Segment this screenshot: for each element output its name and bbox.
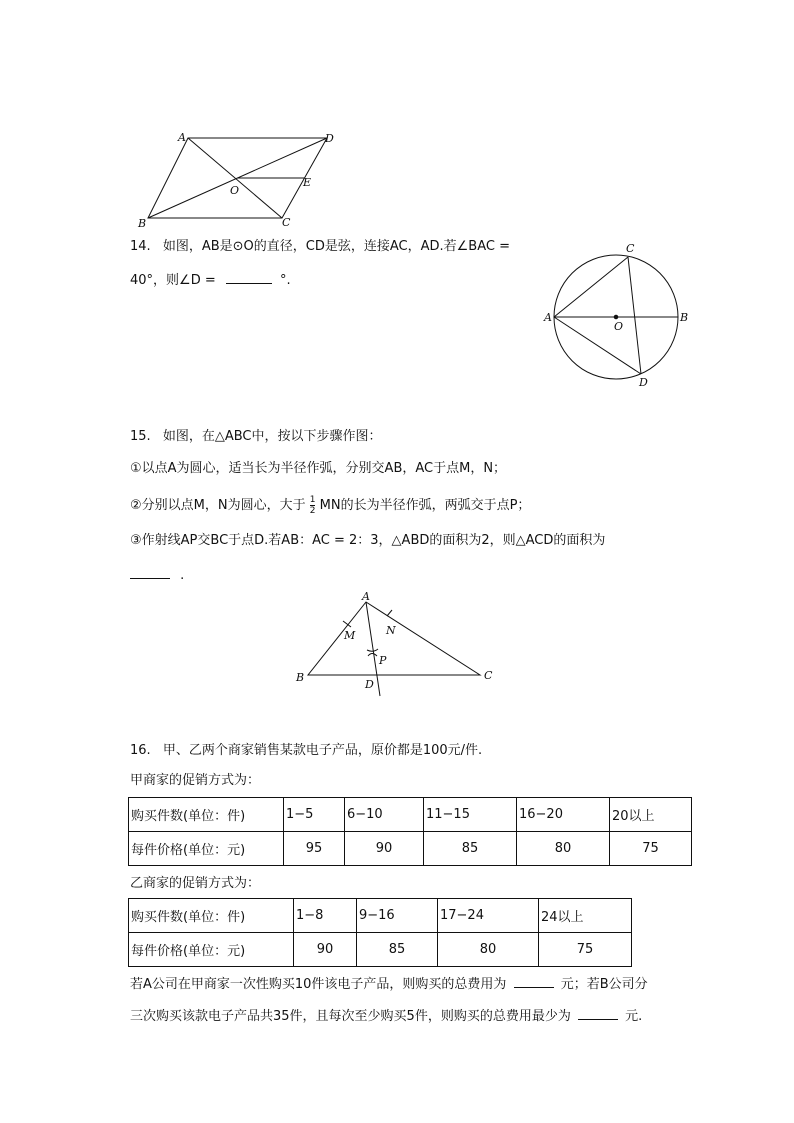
q15-line1 [130, 428, 382, 446]
table-cell: 16−20 [517, 798, 610, 832]
parallelogram-figure [130, 128, 334, 230]
q14-answer-blank[interactable] [226, 271, 272, 284]
label-m: M [344, 629, 356, 642]
q14-line2 [130, 271, 291, 290]
table-cell: 每件价格(单位：元) [129, 933, 294, 967]
label-d: D [365, 678, 374, 691]
arc-mark-p1 [367, 649, 378, 651]
table-cell: 24以上 [539, 899, 632, 933]
table-cell: 每件价格(单位：元) [129, 832, 284, 866]
table-cell: 购买件数(单位：件) [129, 798, 284, 832]
q14-text-1: 如图，AB是⊙O的直径，CD是弦，连接AC，AD.若∠BAC = [162, 239, 510, 254]
label-d: D [325, 132, 334, 145]
table-row [129, 933, 632, 967]
label-b: B [680, 311, 689, 324]
table-cell: 80 [438, 933, 539, 967]
chord-cd [628, 257, 641, 374]
q16-text-a: 若A公司在甲商家一次性购买10件该电子产品，则购买的总费用为 [130, 977, 507, 992]
table-cell: 20以上 [610, 798, 692, 832]
table-row [129, 832, 692, 866]
table-cell: 80 [517, 832, 610, 866]
label-a: A [544, 311, 552, 324]
q16-answer-blank-1[interactable] [514, 975, 554, 988]
label-b: B [296, 671, 305, 684]
q15-number: 15. [130, 429, 151, 444]
q15-text-1: 如图，在△ABC中，按以下步骤作图： [162, 429, 382, 444]
yi-title: 乙商家的促销方式为： [130, 876, 261, 891]
q16-answer-blank-2[interactable] [578, 1007, 618, 1020]
yi-promo-table [128, 898, 632, 967]
jia-promo-table [128, 797, 692, 866]
table-cell: 90 [294, 933, 357, 967]
label-o: O [230, 184, 240, 197]
table-cell: 17−24 [438, 899, 539, 933]
q14-number: 14. [130, 239, 151, 254]
q15-fraction [310, 495, 316, 516]
label-d: D [639, 376, 648, 389]
jia-title: 甲商家的促销方式为： [130, 773, 261, 788]
q15-fraction-den: 2 [309, 506, 316, 516]
label-n: N [386, 624, 396, 637]
q15-answer-line [130, 566, 184, 585]
arc-mark-p2 [368, 654, 377, 657]
label-c: C [484, 669, 493, 682]
table-cell: 6−10 [345, 798, 424, 832]
table-cell: 85 [424, 832, 517, 866]
q14-text-2b: °. [280, 273, 291, 288]
triangle-abc [308, 602, 480, 675]
arc-mark-n [387, 610, 392, 616]
table-cell: 85 [357, 933, 438, 967]
label-c: C [626, 242, 635, 255]
table-cell: 9−16 [357, 899, 438, 933]
chord-ac [554, 257, 628, 317]
label-b: B [138, 217, 147, 230]
label-o: O [614, 320, 624, 333]
q15-step2-b: MN的长为半径作弧，两弧交于点P； [319, 498, 531, 513]
q15-step2 [130, 495, 530, 516]
label-e: E [303, 176, 312, 189]
table-cell: 购买件数(单位：件) [129, 899, 294, 933]
chord-ad [554, 317, 641, 374]
q14-line1 [130, 238, 510, 256]
q15-step1: ①以点A为圆心，适当长为半径作弧，分别交AB，AC于点M，N； [130, 461, 507, 476]
q16-line1 [130, 742, 482, 760]
q16-text-1: 甲、乙两个商家销售某款电子产品，原价都是100元/件. [162, 743, 483, 758]
label-a: A [362, 590, 370, 603]
q15-step3: ③作射线AP交BC于点D.若AB：AC = 2：3，△ABD的面积为2，则△ACD的面积为 [130, 533, 606, 548]
q16-question-line1 [130, 975, 648, 994]
label-a: A [178, 131, 186, 144]
q16-text-b: 元；若B公司分 [560, 977, 648, 992]
table-row [129, 798, 692, 832]
triangle-figure [290, 588, 510, 700]
q16-text-d: 元. [625, 1009, 643, 1024]
center-point [614, 315, 618, 319]
table-row [129, 899, 632, 933]
table-cell: 75 [610, 832, 692, 866]
q14-text-2a: 40°，则∠D = [130, 273, 216, 288]
q16-text-c: 三次购买该款电子产品共35件，且每次至少购买5件，则购买的总费用最少为 [130, 1009, 571, 1024]
table-cell: 90 [345, 832, 424, 866]
label-c: C [282, 216, 291, 229]
circle-figure [538, 238, 698, 390]
table-cell: 1−5 [284, 798, 345, 832]
q15-fraction-num: 1 [309, 495, 316, 505]
q16-number: 16. [130, 743, 151, 758]
q15-answer-blank[interactable] [130, 566, 170, 579]
table-cell: 75 [539, 933, 632, 967]
q16-question-line2 [130, 1007, 642, 1026]
label-p: P [379, 654, 387, 667]
table-cell: 95 [284, 832, 345, 866]
q15-period: . [180, 568, 185, 583]
table-cell: 1−8 [294, 899, 357, 933]
table-cell: 11−15 [424, 798, 517, 832]
q15-step2-a: ②分别以点M，N为圆心，大于 [130, 498, 306, 513]
